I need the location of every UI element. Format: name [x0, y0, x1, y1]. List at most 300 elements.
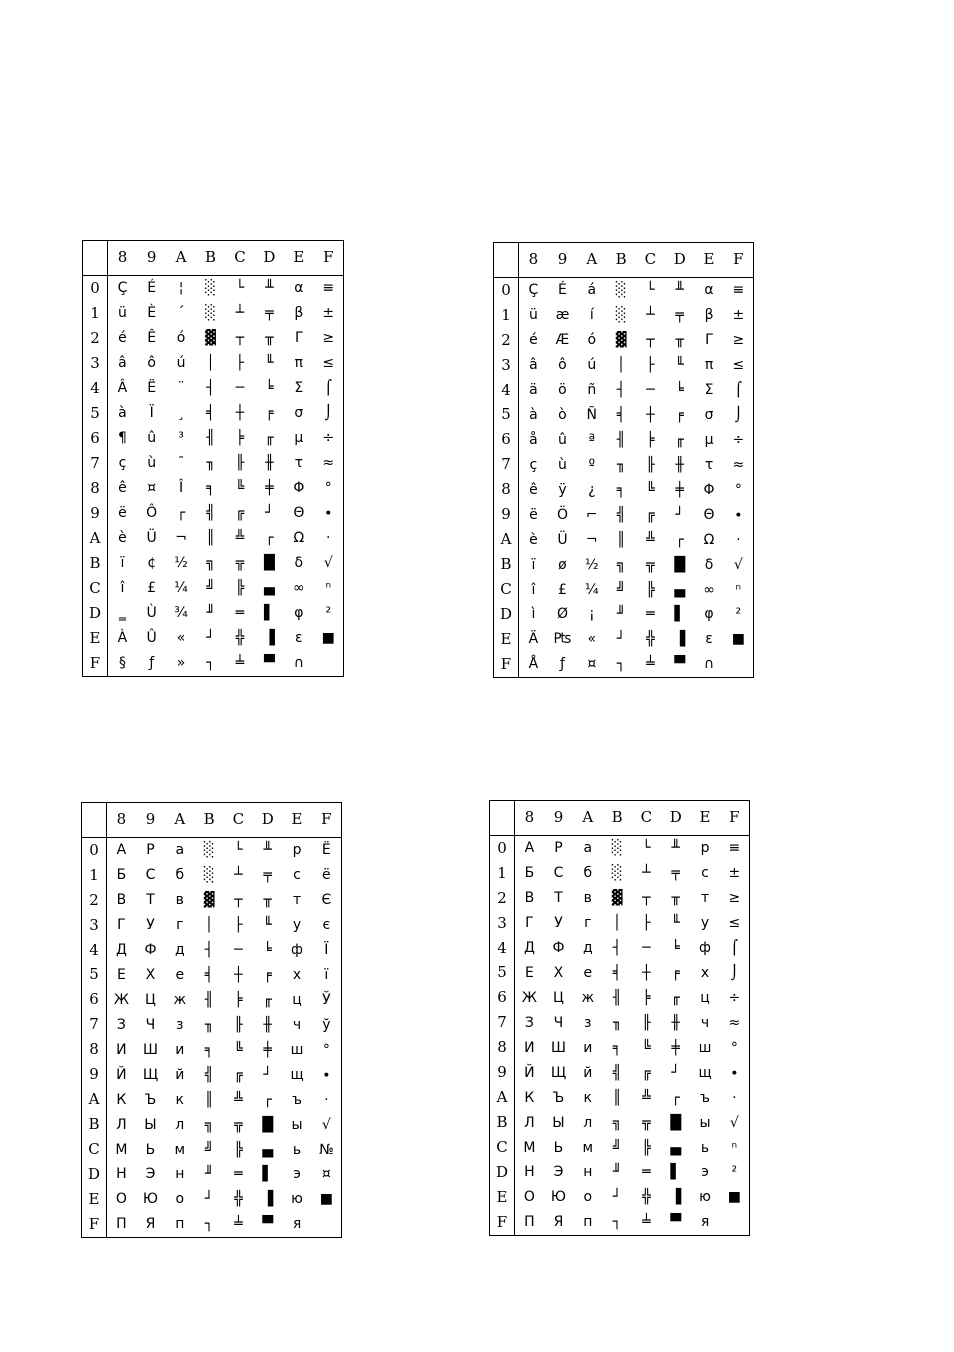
glyph-cell: ½ — [584, 556, 599, 573]
glyph-cell — [720, 1210, 749, 1235]
row-header: E — [83, 626, 108, 651]
column-header: C — [225, 241, 254, 275]
table-row — [83, 376, 343, 401]
glyph-cell: Ö — [556, 506, 568, 523]
glyph-cell: ц — [700, 989, 710, 1006]
glyph-cell: ╞ — [234, 991, 243, 1008]
row-header: 0 — [490, 835, 515, 861]
glyph-cell: ▀ — [264, 655, 275, 672]
column-header: F — [312, 803, 341, 837]
glyph-cell: Ч — [553, 1014, 564, 1031]
row-header: A — [82, 1087, 107, 1112]
glyph-cell: п — [583, 1214, 593, 1231]
glyph-cell: е — [175, 966, 185, 983]
glyph-cell: ≥ — [732, 332, 745, 349]
row-header: 5 — [490, 961, 515, 986]
glyph-cell: в — [583, 890, 592, 907]
table-row — [82, 938, 341, 963]
column-header: 9 — [137, 241, 166, 275]
corner-cell — [490, 801, 515, 835]
glyph-cell: у — [700, 915, 710, 932]
glyph-cell: э — [701, 1164, 709, 1181]
glyph-cell: β — [294, 305, 304, 322]
glyph-cell: │ — [204, 917, 214, 934]
glyph-cell: ┬ — [646, 332, 655, 349]
table-row — [82, 963, 341, 988]
glyph-cell: ╬ — [234, 1191, 243, 1208]
glyph-cell: ╝ — [204, 1141, 214, 1158]
glyph-cell: ¡ — [588, 606, 595, 623]
glyph-cell: æ — [555, 307, 570, 324]
glyph-cell: Â — [117, 380, 128, 397]
glyph-cell: Ф — [144, 942, 157, 959]
glyph-cell: ø — [558, 556, 567, 573]
glyph-cell: ¬ — [175, 530, 187, 547]
column-header: 8 — [107, 803, 136, 837]
glyph-cell: и — [175, 1041, 185, 1058]
table-row — [494, 527, 753, 552]
glyph-cell: █ — [674, 556, 686, 573]
row-header: C — [490, 1135, 515, 1160]
glyph-cell: Ù — [146, 605, 157, 622]
glyph-cell: Я — [145, 1216, 156, 1233]
table-row — [82, 1062, 341, 1087]
row-header: 6 — [83, 426, 108, 451]
glyph-cell: П — [116, 1216, 127, 1233]
glyph-cell: ─ — [642, 940, 651, 957]
glyph-cell: ¸ — [177, 405, 185, 422]
glyph-cell: ú — [587, 357, 597, 374]
glyph-cell: ╤ — [263, 867, 272, 884]
glyph-cell: д — [174, 942, 185, 959]
glyph-cell: Ï — [149, 405, 154, 422]
glyph-cell: ▌ — [264, 605, 275, 622]
glyph-cell: ╬ — [642, 1189, 651, 1206]
glyph-cell: ï — [531, 556, 536, 573]
glyph-cell: â — [118, 355, 127, 372]
table-row — [83, 451, 343, 476]
table-row — [82, 863, 341, 888]
table-row — [490, 861, 749, 886]
glyph-cell: б — [583, 865, 593, 882]
glyph-cell: Н — [116, 1166, 127, 1183]
corner-cell — [494, 243, 519, 277]
glyph-cell: █ — [262, 1116, 274, 1133]
glyph-cell: ├ — [235, 355, 245, 372]
glyph-cell: ▐ — [674, 631, 686, 648]
glyph-cell: Ц — [145, 991, 156, 1008]
glyph-cell: ╔ — [646, 506, 655, 523]
glyph-cell: ╒ — [265, 405, 274, 422]
glyph-cell: ╫ — [265, 455, 274, 472]
glyph-cell: ╥ — [671, 890, 680, 907]
glyph-cell: ê — [529, 481, 538, 498]
row-header: B — [490, 1110, 515, 1135]
column-header: D — [665, 243, 694, 277]
glyph-cell: ┌ — [263, 1091, 272, 1108]
glyph-cell: ╝ — [616, 581, 626, 598]
row-header: 4 — [490, 936, 515, 961]
glyph-cell: ф — [699, 940, 712, 957]
glyph-cell: ╢ — [206, 430, 215, 447]
table-row — [82, 1162, 341, 1187]
table-row — [83, 351, 343, 376]
table-row — [82, 1087, 341, 1112]
glyph-cell: Г — [117, 917, 126, 934]
glyph-cell: Û — [146, 630, 157, 647]
glyph-cell: ∙ — [323, 505, 333, 522]
glyph-cell: ┴ — [642, 865, 651, 882]
table-row — [83, 576, 343, 601]
row-header: 4 — [83, 376, 108, 401]
glyph-cell: ▓ — [203, 892, 215, 909]
glyph-cell: и — [583, 1039, 593, 1056]
column-header: D — [253, 803, 282, 837]
glyph-cell: ¤ — [147, 480, 157, 497]
table-row — [490, 1185, 749, 1210]
glyph-cell: ъ — [292, 1091, 302, 1108]
row-header: 0 — [494, 277, 519, 303]
row-header: 0 — [83, 275, 108, 301]
glyph-cell: ╓ — [671, 989, 680, 1006]
glyph-cell: ┴ — [235, 305, 245, 322]
glyph-cell: ┤ — [612, 940, 622, 957]
glyph-cell: М — [115, 1141, 128, 1158]
table-row — [494, 602, 753, 627]
row-header: A — [83, 526, 108, 551]
glyph-cell: Л — [116, 1116, 127, 1133]
glyph-cell: Щ — [550, 1064, 567, 1081]
glyph-cell: ⌠ — [324, 380, 332, 397]
glyph-cell: ■ — [321, 630, 335, 647]
glyph-cell: ¦ — [178, 280, 184, 297]
glyph-cell: ≈ — [732, 456, 745, 473]
glyph-cell: ═ — [234, 1166, 243, 1183]
glyph-cell: ÷ — [728, 989, 741, 1006]
glyph-cell: й — [583, 1064, 593, 1081]
glyph-cell: ░ — [203, 867, 215, 884]
glyph-cell: ╡ — [204, 966, 214, 983]
glyph-cell: ▌ — [674, 606, 686, 623]
glyph-cell: ╢ — [204, 991, 214, 1008]
table-row — [490, 1210, 749, 1235]
glyph-cell: ² — [735, 606, 742, 623]
glyph-cell: ┌ — [675, 531, 684, 548]
glyph-cell: È — [147, 305, 157, 322]
glyph-cell: ╖ — [612, 1014, 622, 1031]
glyph-cell: ╧ — [642, 1214, 651, 1231]
glyph-cell: ∙ — [729, 1064, 739, 1081]
row-header: 2 — [82, 888, 107, 913]
glyph-cell: ├ — [642, 915, 651, 932]
table-row — [83, 426, 343, 451]
glyph-cell: ≡ — [322, 280, 335, 297]
glyph-cell: Ю — [142, 1191, 159, 1208]
glyph-cell: я — [700, 1214, 710, 1231]
glyph-cell: │ — [612, 915, 622, 932]
glyph-cell: ┘ — [616, 631, 626, 648]
glyph-cell: ┼ — [234, 966, 243, 983]
glyph-cell: д — [582, 940, 593, 957]
glyph-cell: ⌡ — [734, 406, 742, 423]
glyph-cell: ║ — [612, 1089, 622, 1106]
glyph-cell: ╘ — [263, 942, 272, 959]
column-header: F — [720, 801, 749, 835]
glyph-cell: ╞ — [642, 989, 651, 1006]
row-header: 2 — [494, 328, 519, 353]
glyph-cell: ■ — [727, 1189, 741, 1206]
glyph-cell: ╙ — [265, 355, 274, 372]
glyph-cell: ║ — [206, 530, 215, 547]
glyph-cell: ╠ — [234, 1141, 243, 1158]
glyph-cell: ║ — [204, 1091, 214, 1108]
glyph-cell: Ω — [293, 530, 305, 547]
glyph-cell: ░ — [615, 282, 627, 299]
glyph-cell — [314, 651, 343, 676]
glyph-cell: ⌡ — [730, 964, 738, 981]
glyph-cell: ╫ — [671, 1014, 680, 1031]
glyph-cell: б — [175, 867, 185, 884]
row-header: E — [494, 627, 519, 652]
glyph-cell: Т — [554, 890, 563, 907]
column-header: C — [636, 243, 665, 277]
glyph-cell: ╕ — [206, 480, 215, 497]
glyph-cell: ½ — [174, 555, 188, 572]
table-row — [82, 1137, 341, 1162]
glyph-cell: ╖ — [204, 1016, 214, 1033]
glyph-cell: Ї — [324, 942, 329, 959]
glyph-cell: ▀ — [670, 1214, 682, 1231]
glyph-cell: е — [583, 964, 593, 981]
table-row — [82, 987, 341, 1012]
character-grid — [82, 803, 341, 1237]
glyph-cell — [724, 652, 753, 677]
glyph-cell: ▀ — [262, 1216, 274, 1233]
glyph-cell: █ — [264, 555, 275, 572]
row-header: 9 — [494, 502, 519, 527]
glyph-cell: Х — [553, 964, 564, 981]
glyph-cell: ç — [529, 456, 538, 473]
glyph-cell: в — [175, 892, 184, 909]
table-row — [83, 601, 343, 626]
glyph-cell: х — [292, 966, 302, 983]
row-header: C — [82, 1137, 107, 1162]
glyph-cell: ₧ — [553, 631, 572, 648]
glyph-cell: £ — [147, 580, 157, 597]
glyph-cell: ╕ — [612, 1039, 622, 1056]
row-header: F — [494, 652, 519, 677]
glyph-cell: ╝ — [206, 580, 215, 597]
glyph-cell: ф — [291, 942, 304, 959]
row-header: 5 — [82, 963, 107, 988]
glyph-cell: Б — [524, 865, 535, 882]
glyph-cell: М — [523, 1139, 536, 1156]
glyph-cell: ь — [700, 1139, 710, 1156]
table-row — [494, 652, 753, 677]
row-header: F — [82, 1212, 107, 1237]
glyph-cell: ┐ — [612, 1214, 622, 1231]
table-row — [494, 403, 753, 428]
glyph-cell: ┘ — [671, 1064, 680, 1081]
glyph-cell: ∩ — [703, 656, 715, 673]
glyph-cell: π — [704, 357, 714, 374]
glyph-cell: ╦ — [646, 556, 655, 573]
glyph-cell: є — [322, 917, 331, 934]
column-header: B — [196, 241, 225, 275]
glyph-cell: ▓ — [205, 330, 216, 347]
glyph-cell: ╔ — [642, 1064, 651, 1081]
glyph-cell: ш — [698, 1039, 712, 1056]
table-row — [82, 913, 341, 938]
glyph-cell: ╦ — [642, 1114, 651, 1131]
glyph-cell: Э — [145, 1166, 156, 1183]
table-row — [82, 1187, 341, 1212]
glyph-cell: √ — [321, 1116, 331, 1133]
glyph-cell: ‗ — [118, 605, 126, 622]
column-header: 8 — [519, 243, 548, 277]
row-header: 2 — [490, 886, 515, 911]
column-header: E — [284, 241, 313, 275]
glyph-cell: ≤ — [732, 357, 745, 374]
glyph-cell: Ü — [146, 530, 157, 547]
glyph-cell — [312, 1212, 341, 1237]
glyph-cell: ╗ — [204, 1116, 214, 1133]
glyph-cell: ë — [529, 506, 538, 523]
glyph-cell: í — [589, 307, 594, 324]
glyph-cell: î — [531, 581, 536, 598]
glyph-cell: ╔ — [234, 1066, 243, 1083]
glyph-cell: ї — [324, 966, 329, 983]
glyph-cell: Х — [145, 966, 156, 983]
glyph-cell: · — [324, 1091, 329, 1108]
row-header: D — [82, 1162, 107, 1187]
glyph-cell: ⁿ — [325, 580, 332, 597]
glyph-cell: Ж — [113, 991, 129, 1008]
row-header: 5 — [494, 403, 519, 428]
glyph-cell: ╘ — [265, 380, 274, 397]
glyph-cell: р — [292, 842, 302, 859]
row-header: B — [494, 552, 519, 577]
glyph-cell: · — [732, 1089, 737, 1106]
table-row — [490, 1135, 749, 1160]
row-header: 1 — [494, 303, 519, 328]
glyph-cell: ª — [588, 431, 596, 448]
glyph-cell: ¯ — [177, 455, 185, 472]
table-row — [83, 626, 343, 651]
glyph-cell: α — [704, 282, 714, 299]
glyph-cell: ё — [322, 867, 331, 884]
table-row — [490, 835, 749, 861]
glyph-cell: ░ — [205, 280, 216, 297]
table-row — [494, 627, 753, 652]
glyph-cell: Т — [146, 892, 155, 909]
glyph-cell: ┐ — [616, 656, 626, 673]
glyph-cell: л — [175, 1116, 185, 1133]
glyph-cell: Ы — [552, 1114, 565, 1131]
glyph-cell: щ — [698, 1064, 712, 1081]
glyph-cell: ┬ — [235, 330, 245, 347]
table-row — [490, 1060, 749, 1085]
glyph-cell: ╟ — [642, 1014, 651, 1031]
glyph-cell: ± — [728, 865, 741, 882]
glyph-cell: о — [175, 1191, 185, 1208]
glyph-cell: Ê — [147, 330, 157, 347]
glyph-cell: Й — [116, 1066, 127, 1083]
glyph-cell: Й — [524, 1064, 535, 1081]
glyph-cell: Ç — [117, 280, 128, 297]
table-row — [490, 886, 749, 911]
table-row — [494, 277, 753, 303]
row-header: 7 — [490, 1010, 515, 1035]
glyph-cell: ε — [295, 630, 303, 647]
glyph-cell: Å — [528, 656, 539, 673]
glyph-cell: φ — [704, 606, 714, 623]
glyph-cell: ╣ — [204, 1066, 214, 1083]
glyph-cell: й — [175, 1066, 185, 1083]
table-row — [83, 551, 343, 576]
glyph-cell: ю — [291, 1191, 303, 1208]
glyph-cell: ╣ — [612, 1064, 622, 1081]
glyph-cell: ч — [700, 1014, 710, 1031]
glyph-cell: а — [175, 842, 185, 859]
glyph-cell: ь — [292, 1141, 302, 1158]
glyph-cell: р — [700, 840, 710, 857]
glyph-cell: ´ — [177, 305, 185, 322]
glyph-cell: ▐ — [264, 630, 275, 647]
glyph-cell: τ — [294, 455, 304, 472]
glyph-cell: Ю — [550, 1189, 567, 1206]
glyph-cell: î — [120, 580, 125, 597]
glyph-cell: с — [293, 867, 301, 884]
glyph-cell: │ — [616, 357, 626, 374]
glyph-cell: Е — [524, 964, 534, 981]
table-row — [494, 378, 753, 403]
glyph-cell: ш — [290, 1041, 304, 1058]
table-row — [490, 961, 749, 986]
glyph-cell: Щ — [142, 1066, 159, 1083]
glyph-cell: ┐ — [204, 1216, 214, 1233]
glyph-cell: ì — [531, 606, 536, 623]
glyph-cell: ≡ — [728, 840, 741, 857]
glyph-cell: з — [584, 1014, 592, 1031]
glyph-cell: ╧ — [234, 1216, 243, 1233]
column-header: 9 — [548, 243, 577, 277]
glyph-cell: Ç — [528, 282, 539, 299]
glyph-cell: О — [523, 1189, 535, 1206]
glyph-cell: щ — [290, 1066, 304, 1083]
glyph-cell: ⌠ — [734, 382, 742, 399]
glyph-cell: ± — [732, 307, 745, 324]
row-header: 2 — [83, 326, 108, 351]
glyph-cell: ┤ — [206, 380, 215, 397]
glyph-cell: ⁿ — [735, 581, 742, 598]
glyph-cell: ╡ — [616, 406, 626, 423]
column-header: F — [314, 241, 343, 275]
glyph-cell: β — [704, 307, 714, 324]
glyph-cell: ╜ — [612, 1164, 622, 1181]
glyph-cell: ƒ — [560, 656, 565, 673]
glyph-cell: ░ — [615, 307, 627, 324]
row-header: 9 — [490, 1060, 515, 1085]
table-row — [490, 911, 749, 936]
glyph-cell: ╩ — [234, 1091, 243, 1108]
glyph-cell: ╒ — [263, 966, 272, 983]
glyph-cell: ╣ — [206, 505, 215, 522]
glyph-cell: Ж — [521, 989, 537, 1006]
glyph-cell: ч — [292, 1016, 302, 1033]
glyph-cell: З — [116, 1016, 126, 1033]
glyph-cell: ┘ — [204, 1191, 214, 1208]
